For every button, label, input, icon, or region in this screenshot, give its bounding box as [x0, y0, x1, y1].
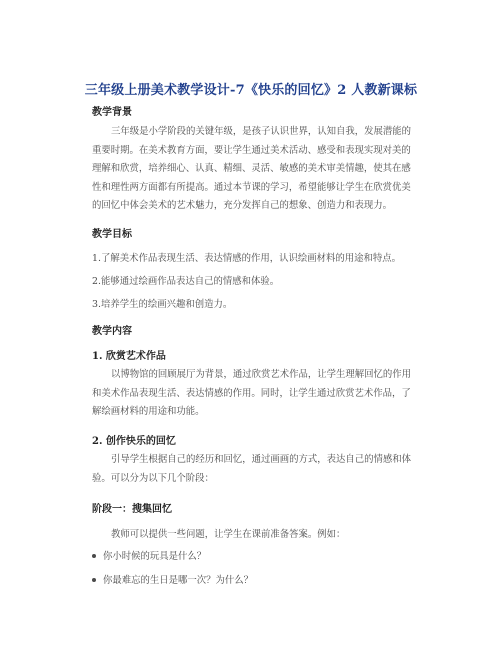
- goal-item-3: 3.培养学生的绘画兴趣和创造力。: [92, 299, 233, 310]
- bullet-item-1: [92, 548, 206, 562]
- paragraph-background: 三年级是小学阶段的关键年级，是孩子认识世界，认知自我，发展潜能的重要时期。在美术教育方面，要让学生通过美术活动、感受和表现实现对美的理解和欣赏，培养细心、认真、精细、灵活、敏感的美术审美情趣，使其在感性和理性两方面都有所提高。通过本节课的学习，希望能够让学生在欣赏优美的回忆中体会美术的艺术魅力，充分发挥自己的想象、创造力和表现力。: [92, 126, 412, 211]
- goal-item-1: 1.了解美术作品表现生活、表达情感的作用，认识绘画材料的用途和特点。: [92, 253, 401, 264]
- heading-goals: 教学目标: [92, 229, 132, 240]
- subheading-appreciate: 1. 欣赏艺术作品: [92, 351, 166, 362]
- goal-item-2: 2.能够通过绘画作品表达自己的情感和体验。: [92, 276, 280, 287]
- stage-one-intro: 教师可以提供一些问题，让学生在课前准备答案。例如：: [111, 529, 346, 540]
- paragraph-create: 引导学生根据自己的经历和回忆，通过画画的方式，表达自己的情感和体验。可以分为以下几个阶段：: [92, 454, 412, 484]
- document-title: 三年级上册美术教学设计-7《快乐的回忆》2 人教新课标: [84, 83, 418, 98]
- bullet-dot-icon: [92, 578, 96, 582]
- bullet-text: 你小时候的玩具是什么？: [103, 551, 207, 562]
- bullet-text: 你最难忘的生日是哪一次？为什么？: [103, 575, 254, 586]
- subheading-create: 2. 创作快乐的回忆: [92, 436, 176, 447]
- heading-content: 教学内容: [92, 326, 132, 337]
- bullet-item-2: [92, 572, 253, 586]
- heading-background: 教学背景: [92, 107, 132, 118]
- paragraph-appreciate: 以博物馆的回顾展厅为背景，通过欣赏艺术作品，让学生理解回忆的作用和美术作品表现生活、表达情感的作用。同时，让学生通过欣赏艺术作品，了解绘画材料的用途和功能。: [92, 369, 412, 417]
- heading-stage-one: 阶段一：搜集回忆: [92, 504, 172, 515]
- bullet-dot-icon: [92, 554, 96, 558]
